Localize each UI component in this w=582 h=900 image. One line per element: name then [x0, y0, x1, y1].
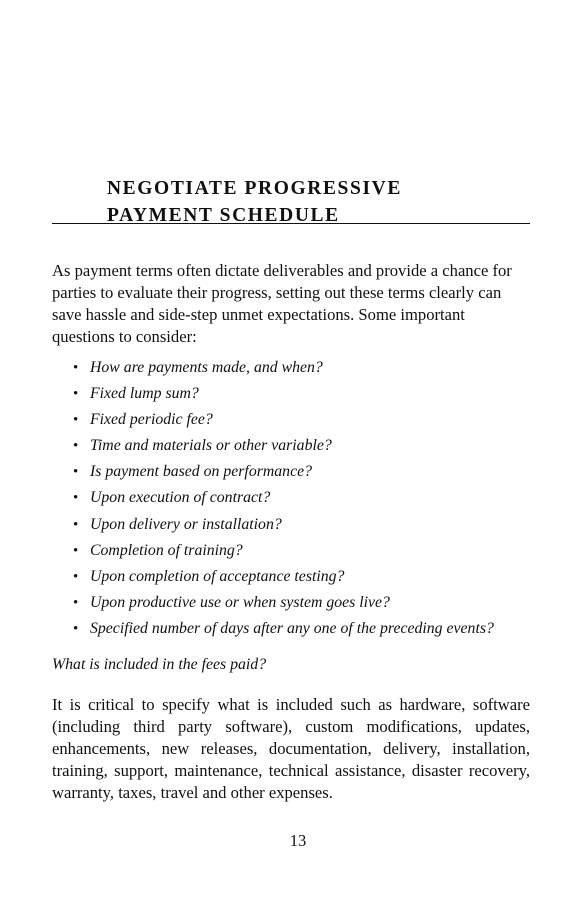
- list-item: [52, 435, 530, 461]
- questions-list: [52, 357, 530, 644]
- list-item: [52, 383, 530, 409]
- list-item-text: Is payment based on performance?: [90, 463, 312, 481]
- list-item-text: Specified number of days after any one of the preceding events?: [90, 619, 494, 637]
- list-item-text: Upon productive use or when system goes live?: [90, 593, 390, 611]
- list-item-text: Upon delivery or installation?: [90, 515, 282, 533]
- list-item: [52, 618, 530, 644]
- list-item-text: Upon completion of acceptance testing?: [90, 567, 345, 585]
- list-item: [52, 592, 530, 618]
- list-item: [52, 461, 530, 487]
- bullet-icon: •: [73, 542, 79, 559]
- section-heading-line-1: NEGOTIATE PROGRESSIVE: [107, 178, 402, 199]
- list-item: [52, 540, 530, 566]
- bullet-icon: •: [73, 412, 79, 429]
- page-number: 13: [289, 831, 307, 850]
- list-item-text: Upon execution of contract?: [90, 489, 271, 507]
- list-item: [52, 514, 530, 540]
- bullet-icon: •: [73, 386, 79, 403]
- section-heading: [107, 175, 402, 229]
- list-item: [52, 357, 530, 383]
- bullet-icon: •: [73, 620, 79, 637]
- bullet-icon: •: [73, 438, 79, 455]
- intro-paragraph: [52, 260, 530, 348]
- sub-question: What is included in the fees paid?: [52, 656, 267, 673]
- section-heading-line-2: PAYMENT SCHEDULE: [107, 205, 340, 226]
- bullet-icon: •: [73, 464, 79, 481]
- bullet-icon: •: [73, 568, 79, 585]
- list-item: [52, 487, 530, 513]
- body-paragraph: It is critical to specify what is included such as hardware, software (including third party software), custom modifications, updates, enhancements, new releases, documentation, delivery, installation, training, support, maintenance, technical assistance, disaster recovery, warranty, taxes, travel and other expenses.: [52, 695, 530, 802]
- heading-underline-rule: [52, 223, 530, 224]
- list-item: [52, 566, 530, 592]
- bullet-icon: •: [73, 516, 79, 533]
- bullet-icon: •: [73, 360, 79, 376]
- list-item-text: Fixed lump sum?: [90, 385, 199, 403]
- intro-text: As payment terms often dictate deliverables and provide a chance for parties to evaluate their progress, setting out these terms clearly can save hassle and side-step unmet expectations. Some important questions to consider:: [52, 261, 512, 346]
- list-item: [52, 409, 530, 435]
- bullet-icon: •: [73, 490, 79, 507]
- list-item-text: How are payments made, and when?: [90, 359, 323, 376]
- bullet-icon: •: [73, 594, 79, 611]
- list-item-text: Time and materials or other variable?: [90, 437, 332, 455]
- list-item-text: Fixed periodic fee?: [90, 411, 213, 429]
- list-item-text: Completion of training?: [90, 541, 243, 559]
